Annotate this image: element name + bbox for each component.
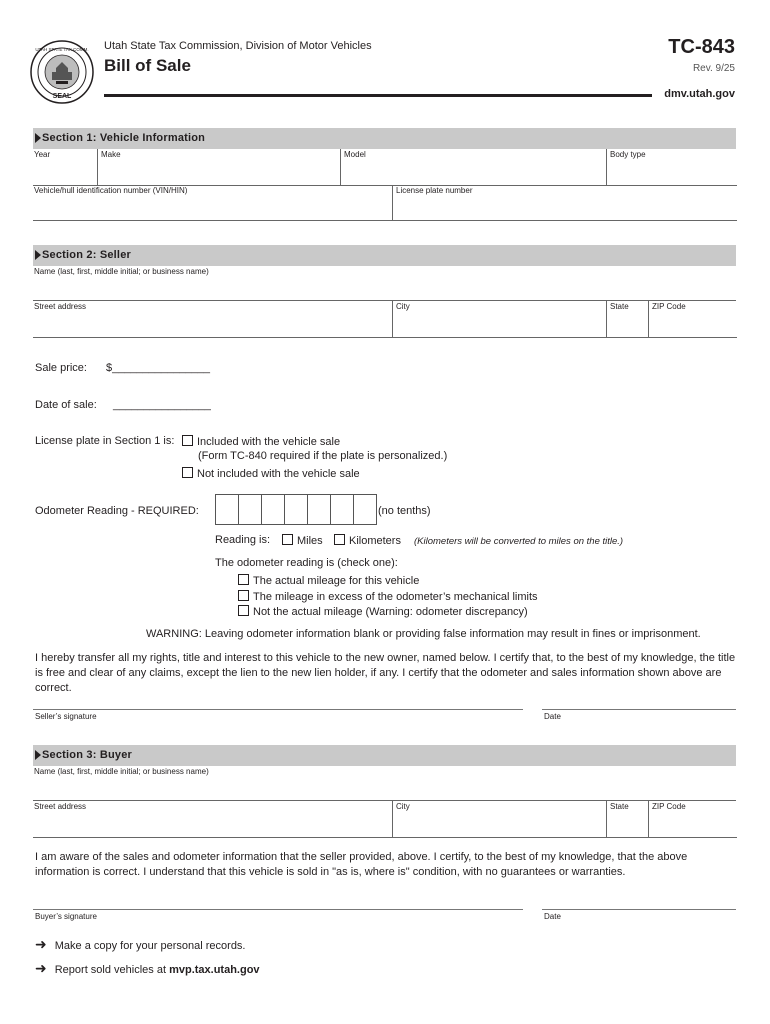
triangle-icon: [35, 250, 41, 260]
plate-not-included-option[interactable]: Not included with the vehicle sale: [182, 467, 360, 480]
date-of-sale-label: Date of sale:: [35, 399, 97, 411]
sale-price-input[interactable]: $________________: [106, 362, 211, 374]
odometer-digit[interactable]: [308, 495, 331, 524]
svg-text:SEAL: SEAL: [52, 93, 72, 100]
seller-signature-line[interactable]: [33, 709, 523, 710]
actual-mileage-option[interactable]: The actual mileage for this vehicle: [238, 574, 419, 587]
odometer-digit[interactable]: [262, 495, 285, 524]
buyer-city-field[interactable]: City: [392, 801, 607, 838]
vin-field[interactable]: Vehicle/hull identification number (VIN/HIN): [33, 185, 392, 221]
date-of-sale-input[interactable]: ________________: [113, 399, 211, 411]
plate-included-note: (Form TC-840 required if the plate is personalized.): [198, 450, 448, 462]
header-rule: [104, 94, 652, 97]
odometer-digit[interactable]: [239, 495, 262, 524]
buyer-signature-line[interactable]: [33, 909, 523, 910]
odometer-digit[interactable]: [285, 495, 308, 524]
license-plate-field[interactable]: License plate number: [392, 185, 737, 221]
seller-zip-field[interactable]: ZIP Code: [648, 301, 737, 338]
odometer-digit-boxes[interactable]: [215, 494, 377, 525]
page-title: Bill of Sale: [104, 56, 191, 75]
arrow-right-icon: ➜: [35, 960, 47, 976]
website-link[interactable]: dmv.utah.gov: [664, 88, 735, 100]
seller-date-line[interactable]: [542, 709, 736, 710]
checkbox[interactable]: [238, 590, 249, 601]
seller-date-label: Date: [544, 712, 561, 721]
section1-title: Section 1: Vehicle Information: [42, 132, 206, 144]
plate-status-label: License plate in Section 1 is:: [35, 435, 175, 447]
odometer-label: Odometer Reading - REQUIRED:: [35, 505, 199, 517]
agency-name: Utah State Tax Commission, Division of Motor Vehicles: [104, 40, 372, 52]
odometer-digit[interactable]: [216, 495, 239, 524]
svg-text:UTAH STATE TAX COMM.: UTAH STATE TAX COMM.: [35, 47, 89, 52]
copy-records-note: ➜ Make a copy for your personal records.: [35, 936, 246, 952]
kilometers-option[interactable]: Kilometers: [334, 534, 401, 547]
checkbox[interactable]: [238, 605, 249, 616]
section1-header: [33, 128, 736, 149]
reading-check-label: The odometer reading is (check one):: [215, 557, 398, 569]
revision-date: Rev. 9/25: [692, 63, 735, 74]
section2-header: [33, 245, 736, 266]
make-field[interactable]: Make: [97, 149, 341, 186]
buyer-signature-label: Buyer’s signature: [35, 912, 97, 921]
state-seal-logo: [30, 40, 94, 104]
report-link[interactable]: mvp.tax.utah.gov: [169, 964, 260, 976]
seller-street-field[interactable]: Street address: [33, 301, 392, 338]
buyer-zip-field[interactable]: ZIP Code: [648, 801, 737, 838]
kilometers-note: (Kilometers will be converted to miles on the title.): [414, 536, 624, 547]
excess-mileage-option[interactable]: The mileage in excess of the odometer’s mechanical limits: [238, 590, 538, 603]
seller-name-field[interactable]: Name (last, first, middle initial; or business name): [33, 266, 736, 301]
checkbox[interactable]: [238, 574, 249, 585]
model-field[interactable]: Model: [340, 149, 607, 186]
year-field[interactable]: Year: [33, 149, 97, 186]
section3-header: [33, 745, 736, 766]
seller-signature-label: Seller’s signature: [35, 712, 97, 721]
buyer-certification: I am aware of the sales and odometer information that the seller provided, above. I certify, to the best of my knowledge, that the above information is correct. I understand that this vehicle is sold in "as is, where is" condition, with no guarantees or warranties.: [35, 851, 688, 878]
plate-included-option[interactable]: Included with the vehicle sale: [182, 435, 340, 448]
arrow-right-icon: ➜: [35, 936, 47, 952]
buyer-date-line[interactable]: [542, 909, 736, 910]
section2-title: Section 2: Seller: [42, 249, 131, 261]
odometer-warning: WARNING: Leaving odometer information blank or providing false information may result in fines or imprisonment.: [146, 628, 701, 640]
odometer-digit[interactable]: [331, 495, 354, 524]
no-tenths-note: (no tenths): [378, 505, 431, 517]
triangle-icon: [35, 133, 41, 143]
section3-title: Section 3: Buyer: [42, 749, 133, 761]
report-sold-note: ➜ Report sold vehicles at mvp.tax.utah.gov: [35, 960, 260, 976]
seller-state-field[interactable]: State: [606, 301, 649, 338]
triangle-icon: [35, 750, 41, 760]
checkbox[interactable]: [282, 534, 293, 545]
buyer-street-field[interactable]: Street address: [33, 801, 392, 838]
seller-city-field[interactable]: City: [392, 301, 607, 338]
body-type-field[interactable]: Body type: [606, 149, 737, 186]
seller-certification: I hereby transfer all my rights, title and interest to this vehicle to the new owner, named below. I certify that, to the best of my knowledge, the title is free and clear of any claims, except the lien to the new lien holder, if any. I certify that the odometer and sales information shown above are correct.: [35, 652, 736, 694]
sale-price-label: Sale price:: [35, 362, 87, 374]
odometer-digit[interactable]: [354, 495, 376, 524]
checkbox[interactable]: [334, 534, 345, 545]
checkbox[interactable]: [182, 435, 193, 446]
form-number: TC-843: [668, 36, 735, 58]
not-actual-mileage-option[interactable]: Not the actual mileage (Warning: odometer discrepancy): [238, 605, 528, 618]
miles-option[interactable]: Miles: [282, 534, 323, 547]
reading-is-label: Reading is:: [215, 534, 271, 546]
buyer-name-field[interactable]: Name (last, first, middle initial; or business name): [33, 766, 736, 801]
buyer-state-field[interactable]: State: [606, 801, 649, 838]
buyer-date-label: Date: [544, 912, 561, 921]
checkbox[interactable]: [182, 467, 193, 478]
